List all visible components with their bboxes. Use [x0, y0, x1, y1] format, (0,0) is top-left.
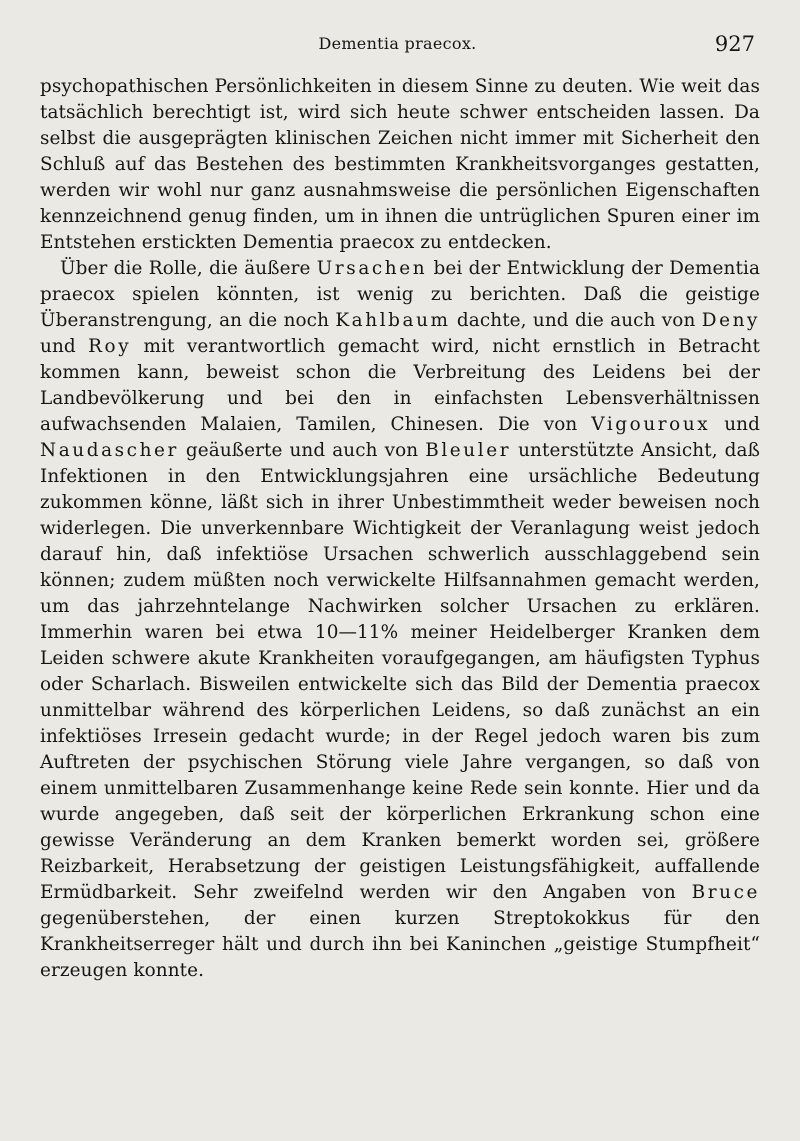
text-segment: unterstützte Ansicht, daß Infektionen in den Entwicklungsjahren eine ursächliche Bedeutung zukommen könne, läßt sich in ihrer Unbestimmtheit weder beweisen noch widerlegen. Die unverkennbare Wichtigkeit der Veranlagung weist jedoch darauf hin, daß infektiöse Ursachen schwerlich ausschlaggebend sein können; zudem müßten noch verwickelte Hilfsannahmen gemacht werden, um das jahrzehntelange Nachwirken solcher Ursachen zu erklären. Immerhin waren bei etwa 10—11% meiner Heidelberger Kranken dem Leiden schwere akute Krankheiten voraufgegangen, am häufigsten Typhus oder Scharlach. Bisweilen entwickelte sich das Bild der Dementia praecox unmittelbar während des körperlichen Leidens, so daß zunächst an ein infektiöses Irresein gedacht wurde; in der Regel jedoch waren bis zum Auftreten der psychischen Störung viele Jahre vergangen, so daß von einem unmittelbaren Zusammenhange keine Rede sein konnte. Hier und da wurde angegeben, daß seit der körperlichen Erkrankung schon eine gewisse Veränderung an dem Kranken bemerkt worden sei, größere Reizbarkeit, Herabsetzung der geistigen Leistungsfähigkeit, auffallende Ermüdbarkeit. Sehr zweifelnd werden wir den Angaben von [40, 440, 760, 903]
body-text [40, 74, 760, 984]
paragraph [40, 74, 760, 256]
running-head [40, 32, 755, 56]
text-segment: geäußerte und auch von [178, 440, 426, 461]
text-segment: dachte, und die auch von [450, 310, 702, 331]
spaced-name: Kahlbaum [335, 310, 451, 331]
spaced-name: Ursachen [316, 258, 428, 279]
page-number: 927 [714, 32, 755, 56]
spaced-name: Roy [88, 336, 132, 357]
spaced-name: Bleuler [425, 440, 512, 461]
text-segment: bei der Entwicklung der Dementia praecox spielen könnten, ist wenig zu berichten. Daß die geistige Überanstrengung, an die noch [40, 258, 761, 331]
spaced-name: Naudascher [40, 440, 179, 461]
spaced-name: Deny [701, 310, 760, 331]
text-segment: und [40, 336, 89, 357]
running-title: Dementia praecox. [318, 34, 477, 53]
text-segment: Über die Rolle, die äußere [60, 258, 317, 279]
spaced-name: Bruce [691, 882, 760, 903]
text-segment: psychopathischen Persönlichkeiten in diesem Sinne zu deuten. Wie weit das tatsächlich berechtigt ist, wird sich heute schwer entscheiden lassen. Da selbst die ausgeprägten klinischen Zeichen nicht immer mit Sicherheit den Schluß auf das Bestehen des bestimmten Krankheitsvorganges gestatten, werden wir wohl nur ganz ausnahmsweise die persönlichen Eigenschaften kennzeichnend genug finden, um in ihnen die untrüglichen Spuren einer im Entstehen erstickten Dementia praecox zu entdecken. [40, 76, 760, 253]
text-segment: mit verantwortlich gemacht wird, nicht ernstlich in Betracht kommen kann, beweist schon die Verbreitung des Leidens bei der Landbevölkerung und bei den in einfachsten Lebensverhältnissen aufwachsenden Malaien, Tamilen, Chinesen. Die von [40, 336, 760, 435]
spaced-name: Vigouroux [591, 414, 711, 435]
text-segment: gegenüberstehen, der einen kurzen Streptokokkus für den Krankheitserreger hält und durch ihn bei Kaninchen „geistige Stumpfheit“ erzeugen konnte. [40, 908, 760, 981]
text-segment: und [710, 414, 760, 435]
paragraph [40, 256, 760, 984]
